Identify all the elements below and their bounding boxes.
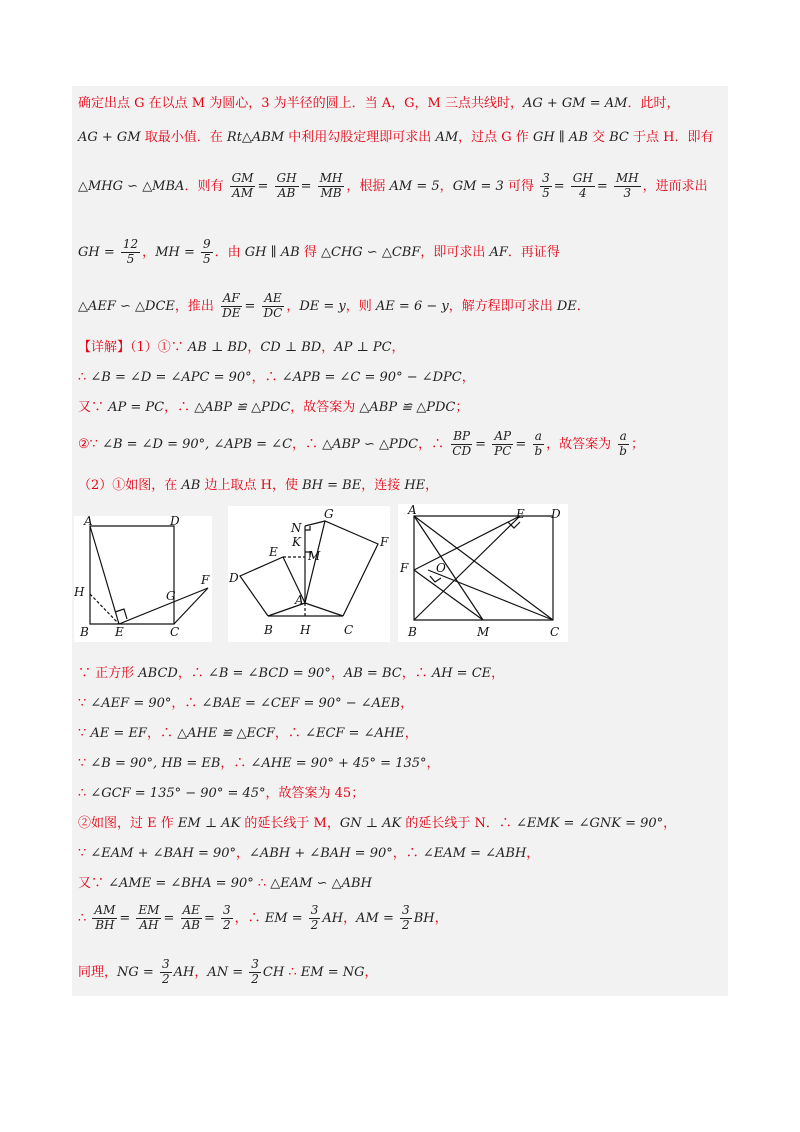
label-o: O <box>436 561 446 575</box>
text-line-7 <box>78 370 475 386</box>
equals: = <box>475 436 486 452</box>
text-line-18 <box>78 876 372 892</box>
fraction <box>571 172 595 201</box>
denominator: 2 <box>161 971 170 986</box>
text-line-13 <box>78 726 418 742</box>
text-line-15 <box>78 786 364 802</box>
fraction <box>181 904 202 933</box>
label-m: M <box>308 549 321 563</box>
fraction <box>309 904 321 933</box>
numerator: BP <box>453 429 471 443</box>
fraction <box>400 904 412 933</box>
label-g: G <box>324 507 334 521</box>
text-line-8 <box>78 400 468 416</box>
text: ， <box>391 340 405 355</box>
fraction <box>532 430 544 459</box>
math: GM = 3 <box>452 178 504 194</box>
text: ， <box>400 696 414 711</box>
math: GN ⊥ AK <box>339 816 402 831</box>
math: ∠EMK = ∠GNK = 90° <box>516 816 664 831</box>
text: 确定出点 G 在以点 M 为圆心，3 为半径的圆上．当 A，G，M 三点共线时， <box>78 96 523 111</box>
text: ， <box>461 370 475 385</box>
math: AP ⊥ PC <box>334 340 392 355</box>
math: △ABP ≌ △PDC <box>194 400 291 415</box>
math: ∠B = ∠D = 90°, ∠APB = ∠C <box>102 436 293 452</box>
label-c: C <box>344 623 354 637</box>
equals: = <box>553 178 565 194</box>
fraction <box>318 172 345 201</box>
denominator: DE <box>222 305 241 320</box>
text: ， <box>491 666 505 681</box>
text: ，∴ <box>392 846 423 861</box>
text: ， <box>426 756 440 771</box>
math: ∠BAE = ∠CEF = 90° − ∠AEB <box>201 696 401 711</box>
text: ， <box>434 910 448 926</box>
math: DE <box>556 298 577 314</box>
fraction <box>617 430 629 459</box>
math: GH ∥ AB <box>532 130 588 145</box>
math: AH <box>322 910 344 926</box>
equals: = <box>203 910 215 926</box>
text: 同理， <box>78 964 118 980</box>
math: GH = <box>78 244 115 260</box>
math: GH ∥ AB <box>244 244 300 260</box>
label-b: B <box>264 623 273 637</box>
numerator: MH <box>319 171 343 185</box>
equals: = <box>515 436 527 452</box>
text: ∴ <box>78 370 91 385</box>
text: ． <box>576 298 590 314</box>
math: AM <box>435 130 459 145</box>
denominator: 5 <box>542 185 550 200</box>
denominator: AB <box>277 185 296 200</box>
label-b: B <box>408 625 417 639</box>
label-h: H <box>300 623 311 637</box>
math: AB = BC <box>343 666 402 681</box>
text: ．由 <box>214 244 245 260</box>
denominator: 4 <box>578 185 587 200</box>
text: ∵ <box>78 756 91 771</box>
text: ，故答案为 <box>290 400 360 415</box>
label-b: B <box>80 625 89 639</box>
math: △AHE ≌ △ECF <box>177 726 275 741</box>
text: ， <box>247 340 261 355</box>
text: ，∴ <box>292 436 323 452</box>
text: ∵ <box>78 696 91 711</box>
equals: = <box>163 910 175 926</box>
numerator: AF <box>222 291 240 305</box>
text-line-6 <box>78 340 405 356</box>
denominator: 5 <box>203 251 211 266</box>
label-n: N <box>291 521 302 535</box>
label-f: F <box>400 561 409 575</box>
denominator: DC <box>263 305 283 320</box>
text: ．此时， <box>627 96 680 111</box>
numerator: a <box>619 429 627 443</box>
math: ∠B = ∠BCD = 90° <box>207 666 331 681</box>
fraction <box>92 904 117 933</box>
denominator: 2 <box>310 917 319 932</box>
label-a: A <box>84 516 93 528</box>
label-e: E <box>115 625 124 639</box>
math: DE = y <box>299 298 346 314</box>
fraction <box>221 904 233 933</box>
math: ∠ECF = ∠AHE <box>305 726 405 741</box>
label-g: G <box>166 589 176 603</box>
fraction <box>121 238 140 267</box>
text-line-12 <box>78 696 413 712</box>
fraction <box>136 904 161 933</box>
denominator: b <box>619 443 627 458</box>
text: （2）①如图，在 <box>78 478 182 493</box>
math: HE <box>404 478 426 493</box>
fraction <box>160 958 172 987</box>
text: 取最小值．在 <box>140 130 227 145</box>
text-line-5 <box>78 292 590 321</box>
fraction <box>492 430 513 459</box>
math: EM = NG <box>300 964 365 980</box>
text: ，∴ <box>251 370 282 385</box>
text: ， <box>364 964 378 980</box>
math: CH <box>262 964 285 980</box>
text: 的延长线于 M， <box>240 816 340 831</box>
numerator: 3 <box>542 171 550 185</box>
math: EM = <box>264 910 303 926</box>
text: 的延长线于 N．∴ <box>401 816 517 831</box>
numerator: AE <box>182 903 200 917</box>
fraction <box>450 430 473 459</box>
math: AH <box>173 964 195 980</box>
text-line-1 <box>78 96 679 112</box>
math: AB <box>181 478 201 493</box>
label-d: D <box>229 571 239 585</box>
text: ．则有 <box>184 178 224 194</box>
math: Rt△ABM <box>226 130 285 145</box>
math: △MHG ∽ △MBA <box>78 178 185 194</box>
math: △AEF ∽ △DCE <box>78 298 175 314</box>
numerator: 3 <box>223 903 231 917</box>
text-line-10 <box>78 478 438 494</box>
text-line-9 <box>78 430 644 459</box>
denominator: BH <box>95 917 115 932</box>
numerator: 12 <box>122 237 139 251</box>
text: ，根据 <box>346 178 390 194</box>
text: ， <box>663 816 677 831</box>
numerator: a <box>534 429 542 443</box>
text: ， <box>286 298 300 314</box>
math: AP = PC <box>108 400 165 415</box>
text: ，即可求出 <box>420 244 490 260</box>
text: ， <box>236 846 250 861</box>
denominator: b <box>534 443 543 458</box>
figure-squares-2 <box>228 506 390 642</box>
text: ， <box>439 178 453 194</box>
text-line-17 <box>78 846 539 862</box>
text: 又∵ <box>78 400 109 415</box>
fraction <box>201 238 213 267</box>
text-line-16 <box>78 816 676 832</box>
label-f: F <box>201 573 210 587</box>
text: ； <box>455 400 469 415</box>
denominator: 2 <box>223 917 231 932</box>
fraction <box>614 172 641 201</box>
fraction <box>220 292 242 321</box>
math: ABCD <box>138 666 178 681</box>
math: ∠AME = ∠BHA = 90° <box>108 876 254 891</box>
math: AM = 5 <box>389 178 440 194</box>
equals: = <box>300 178 312 194</box>
numerator: GH <box>276 171 297 185</box>
math: △ABP ∽ △PDC <box>322 436 419 452</box>
math: AG + GM = AM <box>522 96 628 111</box>
text: ， <box>526 846 540 861</box>
text: ∴ <box>78 910 91 926</box>
math: MH = <box>155 244 195 260</box>
text: ，进而求出 <box>642 178 708 194</box>
text: ， <box>194 964 208 980</box>
math: AH = CE <box>431 666 492 681</box>
math: AN = <box>207 964 244 980</box>
denominator: AM <box>232 185 253 200</box>
text: ， <box>330 666 344 681</box>
text: ∴ <box>253 876 271 891</box>
text: ，∴ <box>274 726 306 741</box>
denominator: 2 <box>402 917 410 932</box>
fraction <box>230 172 256 201</box>
label-d: D <box>551 507 561 521</box>
math: ∠B = ∠D = ∠APC = 90° <box>90 370 252 385</box>
denominator: AH <box>139 917 159 932</box>
text: ， <box>343 910 357 926</box>
text: ，∴ <box>164 400 195 415</box>
math: ∠ABH + ∠BAH = 90° <box>249 846 393 861</box>
text-line-4 <box>78 238 560 267</box>
fraction <box>540 172 552 201</box>
equals: = <box>244 298 256 314</box>
label-m: M <box>477 625 490 639</box>
fraction <box>249 958 261 987</box>
math: △CHG ∽ △CBF <box>321 244 421 260</box>
text: 【详解】（1）①∵ <box>78 340 188 355</box>
math: ∠GCF = 135° − 90° = 45° <box>90 786 266 801</box>
equals: = <box>119 910 131 926</box>
denominator: 5 <box>126 251 135 266</box>
text: ∴ <box>284 964 301 980</box>
text: 得 <box>299 244 321 260</box>
math: BH = BE <box>302 478 362 493</box>
math: NG = <box>117 964 154 980</box>
equals: = <box>257 178 269 194</box>
math: ∠EAM = ∠ABH <box>422 846 527 861</box>
label-a: A <box>295 593 304 607</box>
text: ，连接 <box>361 478 405 493</box>
text: ， <box>142 244 156 260</box>
text: 可得 <box>503 178 534 194</box>
numerator: AM <box>94 903 116 917</box>
math: ∠B = 90°, HB = EB <box>90 756 221 771</box>
text-line-2 <box>78 130 714 146</box>
math: AE = EF <box>90 726 147 741</box>
text: ∴ <box>78 786 91 801</box>
text: 于点 H．即有 <box>628 130 714 145</box>
numerator: 3 <box>161 957 170 971</box>
numerator: 3 <box>402 903 410 917</box>
equals: = <box>596 178 608 194</box>
math: AF <box>489 244 508 260</box>
text: ∵ <box>78 726 91 741</box>
text: ，∴ <box>418 436 449 452</box>
text: ∵ 正方形 <box>78 666 139 681</box>
math: AM = <box>356 910 394 926</box>
text: ，∴ <box>401 666 432 681</box>
label-c: C <box>550 625 560 639</box>
text: ，解方程即可求出 <box>448 298 557 314</box>
text-line-11 <box>78 666 504 682</box>
text: ②如图，过 E 作 <box>78 816 178 831</box>
text: ，∴ <box>146 726 178 741</box>
math: AG + GM <box>78 130 141 145</box>
math: △ABP ≌ △PDC <box>359 400 456 415</box>
math: EM ⊥ AK <box>177 816 241 831</box>
numerator: AP <box>494 429 512 443</box>
text: ，∴ <box>177 666 208 681</box>
math: △EAM ∽ △ABH <box>270 876 372 891</box>
numerator: GH <box>572 171 593 185</box>
numerator: GM <box>231 171 254 185</box>
denominator: 3 <box>623 185 632 200</box>
math: CD ⊥ BD <box>260 340 322 355</box>
text: ，故答案为 45； <box>265 786 365 801</box>
text: 边上取点 H，使 <box>200 478 303 493</box>
math: AE = 6 − y <box>375 298 449 314</box>
text: ， <box>425 478 439 493</box>
numerator: AE <box>264 291 282 305</box>
label-c: C <box>170 625 180 639</box>
text: ，故答案为 <box>546 436 612 452</box>
figure-rectangle-3 <box>398 504 568 642</box>
fraction <box>275 172 299 201</box>
square-abcd <box>90 526 174 624</box>
denominator: PC <box>494 443 512 458</box>
math: ∠EAM + ∠BAH = 90° <box>90 846 237 861</box>
text: ∵ <box>78 846 91 861</box>
label-h: H <box>74 585 85 599</box>
text-line-14 <box>78 756 440 772</box>
figure-square-1 <box>74 516 212 642</box>
text: ．再证得 <box>507 244 560 260</box>
numerator: MH <box>615 171 639 185</box>
text-line-19 <box>78 904 448 933</box>
denominator: MB <box>320 185 342 200</box>
text: ②∵ <box>78 436 103 452</box>
numerator: 3 <box>310 903 319 917</box>
label-e: E <box>516 507 525 521</box>
numerator: 3 <box>251 957 259 971</box>
text: ，∴ <box>234 910 265 926</box>
math: BH <box>413 910 435 926</box>
text: ，过点 G 作 <box>458 130 533 145</box>
label-e: E <box>269 545 278 559</box>
numerator: 9 <box>203 237 211 251</box>
text: ， <box>404 726 418 741</box>
math: ∠APB = ∠C = 90° − ∠DPC <box>281 370 462 385</box>
text: ，∴ <box>220 756 251 771</box>
label-f: F <box>380 535 389 549</box>
text: 又∵ <box>78 876 109 891</box>
text: ， <box>321 340 335 355</box>
numerator: EM <box>138 903 160 917</box>
text: ，∴ <box>171 696 202 711</box>
text: ，推出 <box>174 298 214 314</box>
math: BC <box>609 130 629 145</box>
text: ； <box>630 436 644 452</box>
math: ∠AHE = 90° + 45° = 135° <box>250 756 427 771</box>
fraction <box>262 292 285 321</box>
label-k: K <box>292 535 301 549</box>
denominator: AB <box>182 917 200 932</box>
math: ∠AEF = 90° <box>90 696 172 711</box>
math: AB ⊥ BD <box>187 340 248 355</box>
label-d: D <box>170 516 180 528</box>
text: 中利用勾股定理即可求出 <box>284 130 436 145</box>
label-a: A <box>408 504 417 517</box>
text: 交 <box>587 130 610 145</box>
text-line-3 <box>78 172 708 201</box>
text-line-20 <box>78 958 378 987</box>
denominator: 2 <box>251 971 259 986</box>
text: ，则 <box>345 298 376 314</box>
denominator: CD <box>452 443 472 458</box>
